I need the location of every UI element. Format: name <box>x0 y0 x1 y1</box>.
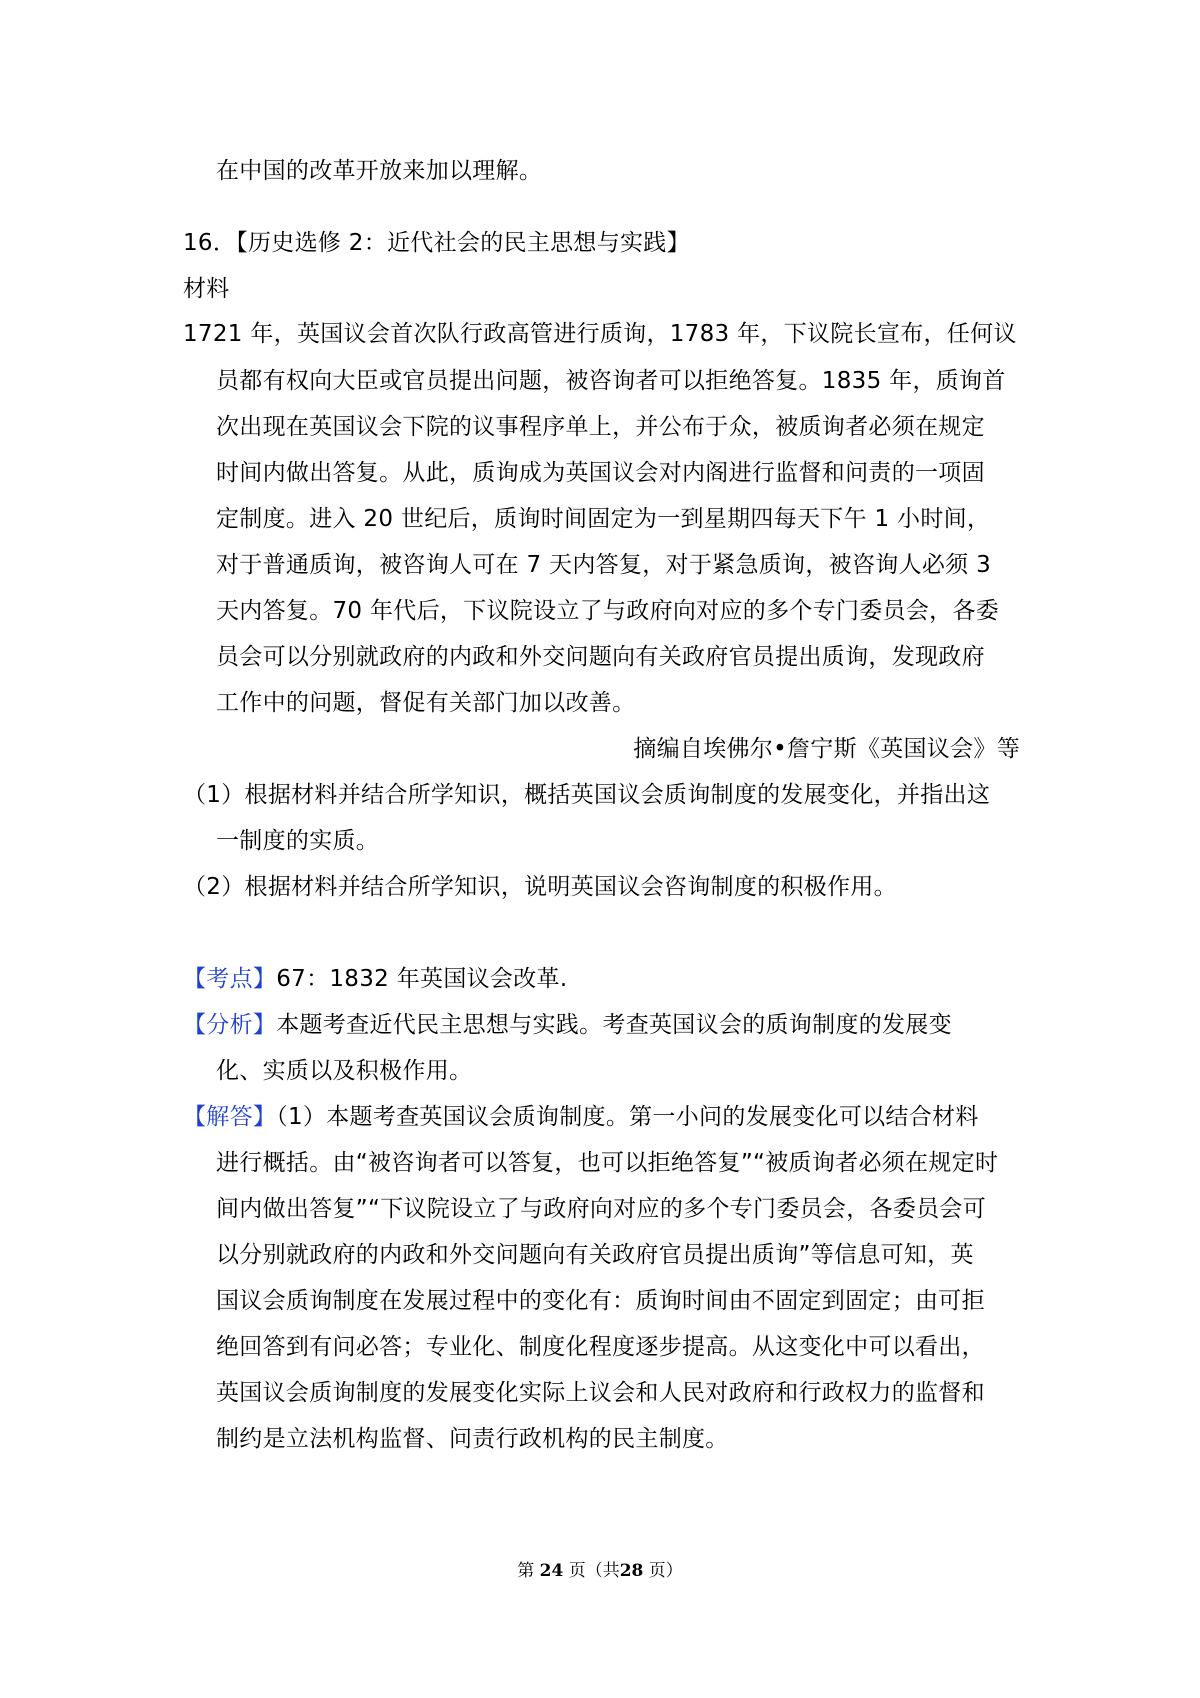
footer-prefix: 第 <box>517 1561 535 1581</box>
fenxi-text-continued: 化、实质以及积极作用。 <box>216 1058 473 1084</box>
footer-total-pages: 28 <box>619 1561 644 1581</box>
material-line: 员会可以分别就政府的内政和外交问题向有关政府官员提出质询，发现政府 <box>216 644 985 670</box>
material-line: 天内答复。70 年代后，下议院设立了与政府向对应的多个专门委员会，各委 <box>216 598 1000 624</box>
jieda-line: 英国议会质询制度的发展变化实际上议会和人民对政府和行政权力的监督和 <box>216 1380 985 1406</box>
jieda-line: 制约是立法机构监督、问责行政机构的民主制度。 <box>216 1426 729 1452</box>
material-line: 时间内做出答复。从此，质询成为英国议会对内阁进行监督和问责的一项固 <box>216 460 985 486</box>
fenxi-text: 本题考查近代民主思想与实践。考查英国议会的质询制度的发展变 <box>276 1012 952 1038</box>
kaodian-tag: 【考点】 <box>183 966 277 992</box>
jieda-line: 以分别就政府的内政和外交问题向有关政府官员提出质询”等信息可知，英 <box>216 1242 974 1268</box>
sub-question-2: （2）根据材料并结合所学知识，说明英国议会咨询制度的积极作用。 <box>183 874 897 900</box>
jieda-text: （1）本题考查英国议会质询制度。第一小问的发展变化可以结合材料 <box>276 1104 979 1130</box>
jieda-line: 进行概括。由“被咨询者可以答复，也可以拒绝答复”“被质询者必须在规定时 <box>216 1150 999 1176</box>
material-line: 工作中的问题，督促有关部门加以改善。 <box>216 690 636 716</box>
material-label: 材料 <box>183 276 230 302</box>
material-line: 员都有权向大臣或官员提出问题，被咨询者可以拒绝答复。1835 年，质询首 <box>216 368 1006 394</box>
material-line: 次出现在英国议会下院的议事程序单上，并公布于众，被质询者必须在规定 <box>216 414 985 440</box>
material-line: 对于普通质询，被咨询人可在 7 天内答复，对于紧急质询，被咨询人必须 3 <box>216 552 991 578</box>
fenxi-section <box>183 1010 952 1040</box>
material-source: 摘编自埃佛尔•詹宁斯《英国议会》等 <box>633 736 1020 762</box>
footer-page-number: 24 <box>539 1561 564 1581</box>
jieda-tag: 【解答】 <box>183 1104 277 1130</box>
footer-suffix: 页） <box>648 1561 683 1581</box>
jieda-line: 间内做出答复”“下议院设立了与政府向对应的多个专门委员会，各委员会可 <box>216 1196 987 1222</box>
fenxi-tag: 【分析】 <box>183 1012 277 1038</box>
material-line: 定制度。进入 20 世纪后，质询时间固定为一到星期四每天下午 1 小时间， <box>216 506 991 532</box>
question-heading: 16．【历史选修 2：近代社会的民主思想与实践】 <box>183 230 690 256</box>
jieda-line: 国议会质询制度在发展过程中的变化有：质询时间由不固定到固定；由可拒 <box>216 1288 985 1314</box>
jieda-line: 绝回答到有问必答；专业化、制度化程度逐步提高。从这变化中可以看出， <box>216 1334 985 1360</box>
page-footer <box>0 1560 1200 1582</box>
kaodian-text: 67：1832 年英国议会改革. <box>276 966 568 992</box>
footer-middle: 页（共 <box>568 1561 620 1581</box>
kaodian-section <box>183 964 567 994</box>
sub-question-1: （1）根据材料并结合所学知识，概括英国议会质询制度的发展变化，并指出这 <box>183 782 991 808</box>
jieda-section <box>183 1102 979 1132</box>
material-line: 1721 年，英国议会首次队行政高管进行质询，1783 年，下议院长宣布，任何议 <box>183 321 1017 347</box>
previous-answer-continuation: 在中国的改革开放来加以理解。 <box>216 158 543 184</box>
sub-question-1-continued: 一制度的实质。 <box>216 828 380 854</box>
